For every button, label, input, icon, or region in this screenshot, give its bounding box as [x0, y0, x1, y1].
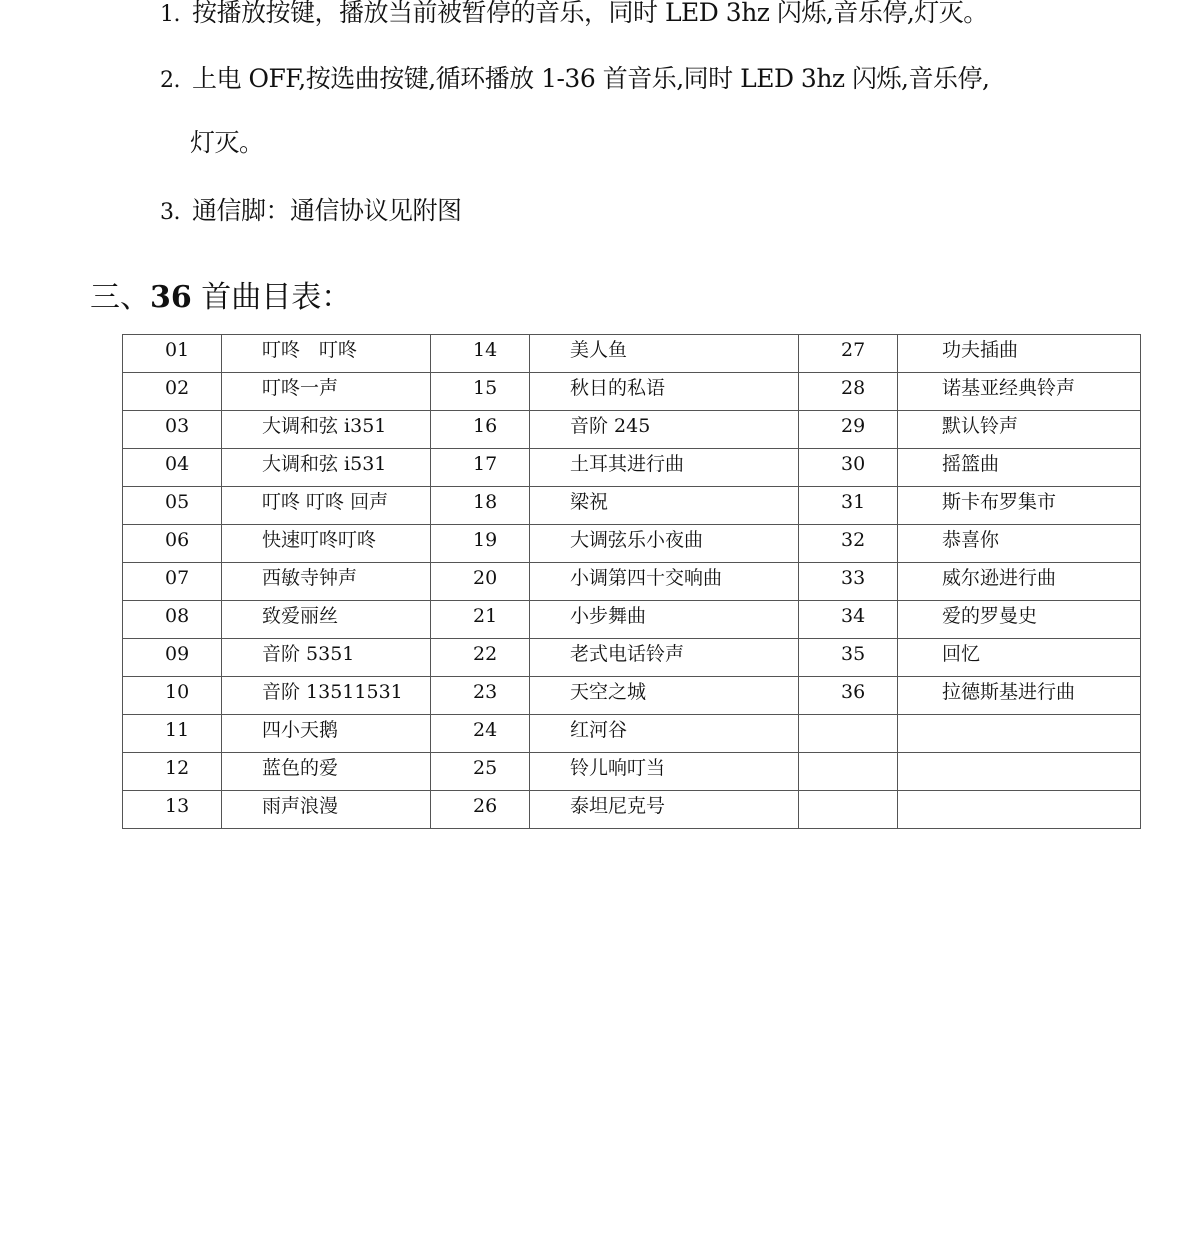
song-title: 威尔逊进行曲	[898, 563, 1141, 601]
song-number: 34	[799, 601, 898, 639]
song-title: 老式电话铃声	[530, 639, 799, 677]
song-number: 31	[799, 487, 898, 525]
song-number: 30	[799, 449, 898, 487]
section-suffix: 首曲目表：	[191, 280, 352, 315]
song-number: 32	[799, 525, 898, 563]
table-row	[123, 715, 1141, 753]
song-number: 01	[123, 335, 222, 373]
song-title: 回忆	[898, 639, 1141, 677]
song-title: 快速叮咚叮咚	[222, 525, 431, 563]
song-number: 09	[123, 639, 222, 677]
list-number: 2.	[160, 68, 180, 93]
song-title: 拉德斯基进行曲	[898, 677, 1141, 715]
song-title: 红河谷	[530, 715, 799, 753]
song-title: 雨声浪漫	[222, 791, 431, 829]
song-number: 07	[123, 563, 222, 601]
song-title: 小调第四十交响曲	[530, 563, 799, 601]
table-row	[123, 449, 1141, 487]
song-table-body	[123, 335, 1141, 829]
table-row	[123, 753, 1141, 791]
section-title	[90, 280, 351, 316]
song-title: 梁祝	[530, 487, 799, 525]
song-number: 18	[431, 487, 530, 525]
song-number: 11	[123, 715, 222, 753]
song-number: 27	[799, 335, 898, 373]
list-item-1	[160, 0, 988, 30]
table-row	[123, 487, 1141, 525]
song-number: 04	[123, 449, 222, 487]
section-prefix: 三、	[90, 280, 150, 315]
song-number: 21	[431, 601, 530, 639]
song-title: 爱的罗曼史	[898, 601, 1141, 639]
song-number: 14	[431, 335, 530, 373]
song-number: 35	[799, 639, 898, 677]
song-number: 10	[123, 677, 222, 715]
song-number: 23	[431, 677, 530, 715]
song-title	[898, 715, 1141, 753]
song-title: 致爱丽丝	[222, 601, 431, 639]
song-number: 22	[431, 639, 530, 677]
song-number: 02	[123, 373, 222, 411]
table-row	[123, 373, 1141, 411]
song-title: 美人鱼	[530, 335, 799, 373]
song-number	[799, 791, 898, 829]
table-row	[123, 563, 1141, 601]
list-text: 上电 OFF,按选曲按键,循环播放 1-36 首音乐,同时 LED 3hz 闪烁,音乐停,	[192, 64, 990, 93]
song-number	[799, 715, 898, 753]
song-title: 小步舞曲	[530, 601, 799, 639]
song-number	[799, 753, 898, 791]
table-row	[123, 601, 1141, 639]
song-title: 西敏寺钟声	[222, 563, 431, 601]
song-number: 25	[431, 753, 530, 791]
song-number: 19	[431, 525, 530, 563]
list-item-2	[160, 64, 989, 96]
song-title: 功夫插曲	[898, 335, 1141, 373]
song-number: 36	[799, 677, 898, 715]
list-number: 3.	[160, 200, 180, 225]
list-item-2-continuation: 灯灭。	[190, 128, 264, 157]
song-title: 泰坦尼克号	[530, 791, 799, 829]
song-number: 20	[431, 563, 530, 601]
song-title: 叮咚一声	[222, 373, 431, 411]
song-number: 33	[799, 563, 898, 601]
list-text: 按播放按键，播放当前被暂停的音乐，同时 LED 3hz 闪烁,音乐停,灯灭。	[192, 0, 988, 27]
song-number: 08	[123, 601, 222, 639]
list-item-3	[160, 196, 462, 228]
table-row	[123, 639, 1141, 677]
table-row	[123, 677, 1141, 715]
song-number: 16	[431, 411, 530, 449]
song-title: 四小天鹅	[222, 715, 431, 753]
song-title: 默认铃声	[898, 411, 1141, 449]
song-title	[898, 753, 1141, 791]
song-title: 天空之城	[530, 677, 799, 715]
list-number: 1.	[160, 2, 180, 27]
table-row	[123, 411, 1141, 449]
song-title: 音阶 13511531	[222, 677, 431, 715]
song-title: 诺基亚经典铃声	[898, 373, 1141, 411]
song-number: 12	[123, 753, 222, 791]
song-title: 秋日的私语	[530, 373, 799, 411]
song-title: 铃儿响叮当	[530, 753, 799, 791]
song-title	[898, 791, 1141, 829]
song-title: 大调和弦 i531	[222, 449, 431, 487]
song-title: 音阶 245	[530, 411, 799, 449]
song-title: 土耳其进行曲	[530, 449, 799, 487]
song-number: 13	[123, 791, 222, 829]
table-row	[123, 335, 1141, 373]
song-number: 26	[431, 791, 530, 829]
song-title: 叮咚 叮咚	[222, 335, 431, 373]
song-title: 斯卡布罗集市	[898, 487, 1141, 525]
song-number: 28	[799, 373, 898, 411]
table-row	[123, 525, 1141, 563]
song-number: 24	[431, 715, 530, 753]
song-table	[122, 334, 1141, 829]
song-number: 15	[431, 373, 530, 411]
song-title: 恭喜你	[898, 525, 1141, 563]
song-number: 17	[431, 449, 530, 487]
song-number: 06	[123, 525, 222, 563]
song-number: 29	[799, 411, 898, 449]
song-title: 叮咚 叮咚 回声	[222, 487, 431, 525]
song-title: 音阶 5351	[222, 639, 431, 677]
song-title: 摇篮曲	[898, 449, 1141, 487]
section-number: 36	[150, 280, 192, 315]
list-text: 通信脚：通信协议见附图	[192, 196, 462, 225]
song-title: 大调弦乐小夜曲	[530, 525, 799, 563]
song-title: 蓝色的爱	[222, 753, 431, 791]
song-number: 03	[123, 411, 222, 449]
song-number: 05	[123, 487, 222, 525]
table-row	[123, 791, 1141, 829]
song-title: 大调和弦 i351	[222, 411, 431, 449]
